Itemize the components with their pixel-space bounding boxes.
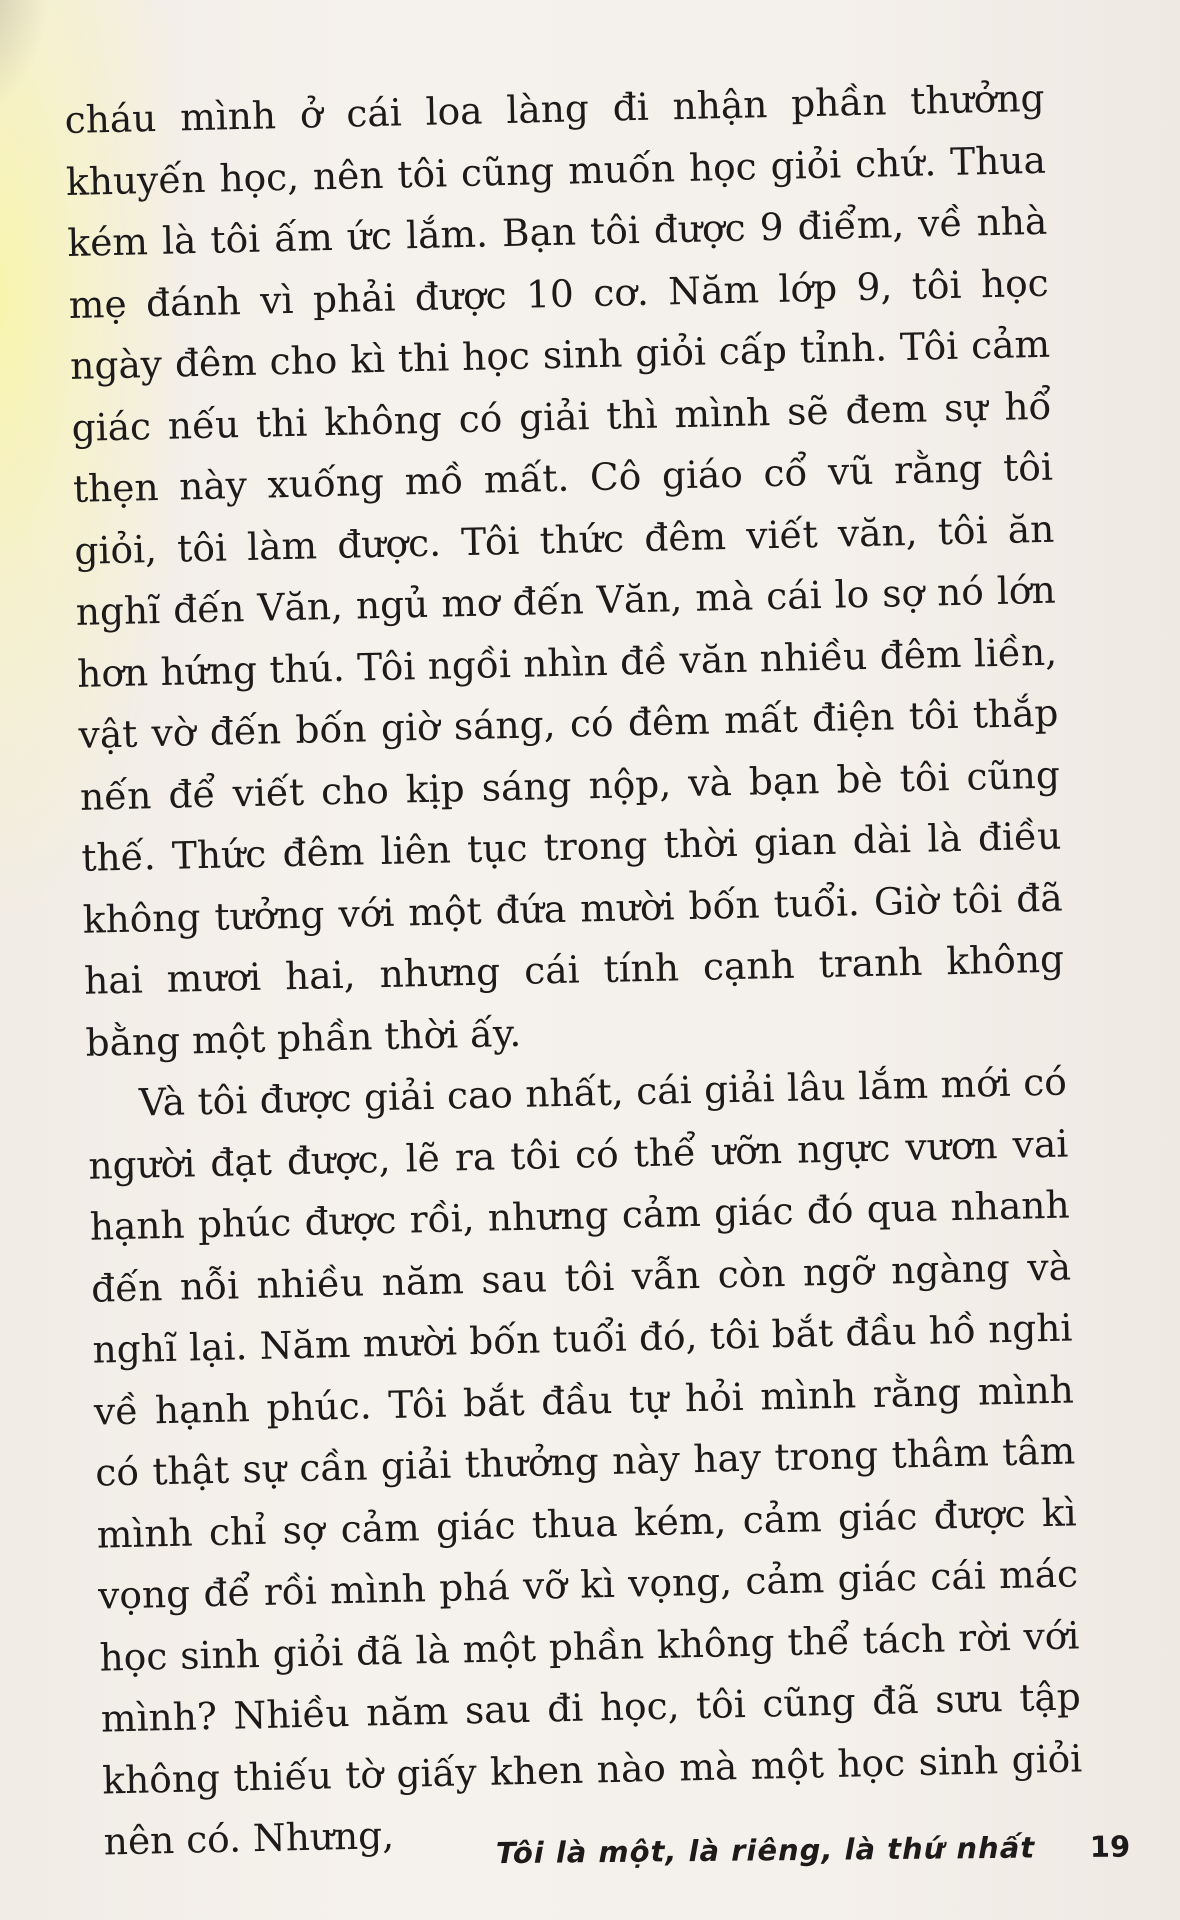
page-corner-shadow <box>0 0 50 120</box>
body-text <box>64 68 1084 1873</box>
page-footer <box>495 1829 1131 1886</box>
paragraph-2: Và tôi được giải cao nhất, cái giải lâu lắm mới có người đạt được, lẽ ra tôi có thể ưỡn ngực vươn vai hạnh phúc được rồi, nhưng cảm giác đó qua nhanh đến nỗi nhiều năm sau tôi vẫn còn ngỡ ngàng và nghĩ lại. Năm mười bốn tuổi đó, tôi bắt đầu hồ nghi về hạnh phúc. Tôi bắt đầu tự hỏi mình rằng mình có thật sự cần giải thưởng này hay trong thâm tâm mình chỉ sợ cảm giác thua kém, cảm giác được kì vọng để rồi mình phá vỡ kì vọng, cảm giác cái mác học sinh giỏi đã là một phần không thể tách rời với mình? Nhiều năm sau đi học, tôi cũng đã sưu tập không thiếu tờ giấy khen nào mà một học sinh giỏi nên có. Nhưng, <box>87 1059 1083 1864</box>
page-number: 19 <box>1089 1829 1131 1864</box>
running-title: Tôi là một, là riêng, là thứ nhất <box>495 1830 1036 1871</box>
paragraph-1: cháu mình ở cái loa làng đi nhận phần thưởng khuyến học, nên tôi cũng muốn học giỏi chứ. Thua kém là tôi ấm ức lắm. Bạn tôi được 9 điểm, về nhà mẹ đánh vì phải được 10 cơ. Năm lớp 9, tôi học ngày đêm cho kì thi học sinh giỏi cấp tỉnh. Tôi cảm giác nếu thi không có giải thì mình sẽ đem sự hổ thẹn này xuống mồ mất. Cô giáo cổ vũ rằng tôi giỏi, tôi làm được. Tôi thức đêm viết văn, tôi ăn nghĩ đến Văn, ngủ mơ đến Văn, mà cái lo sợ nó lớn hơn hứng thú. Tôi ngồi nhìn đề văn nhiều đêm liền, vật vờ đến bốn giờ sáng, có đêm mất điện tôi thắp nến để viết cho kịp sáng nộp, và bạn bè tôi cũng thế. Thức đêm liên tục trong thời gian dài là điều không tưởng với một đứa mười bốn tuổi. Giờ tôi đã hai mươi hai, nhưng cái tính cạnh tranh không bằng một phần thời ấy. <box>64 75 1065 1065</box>
